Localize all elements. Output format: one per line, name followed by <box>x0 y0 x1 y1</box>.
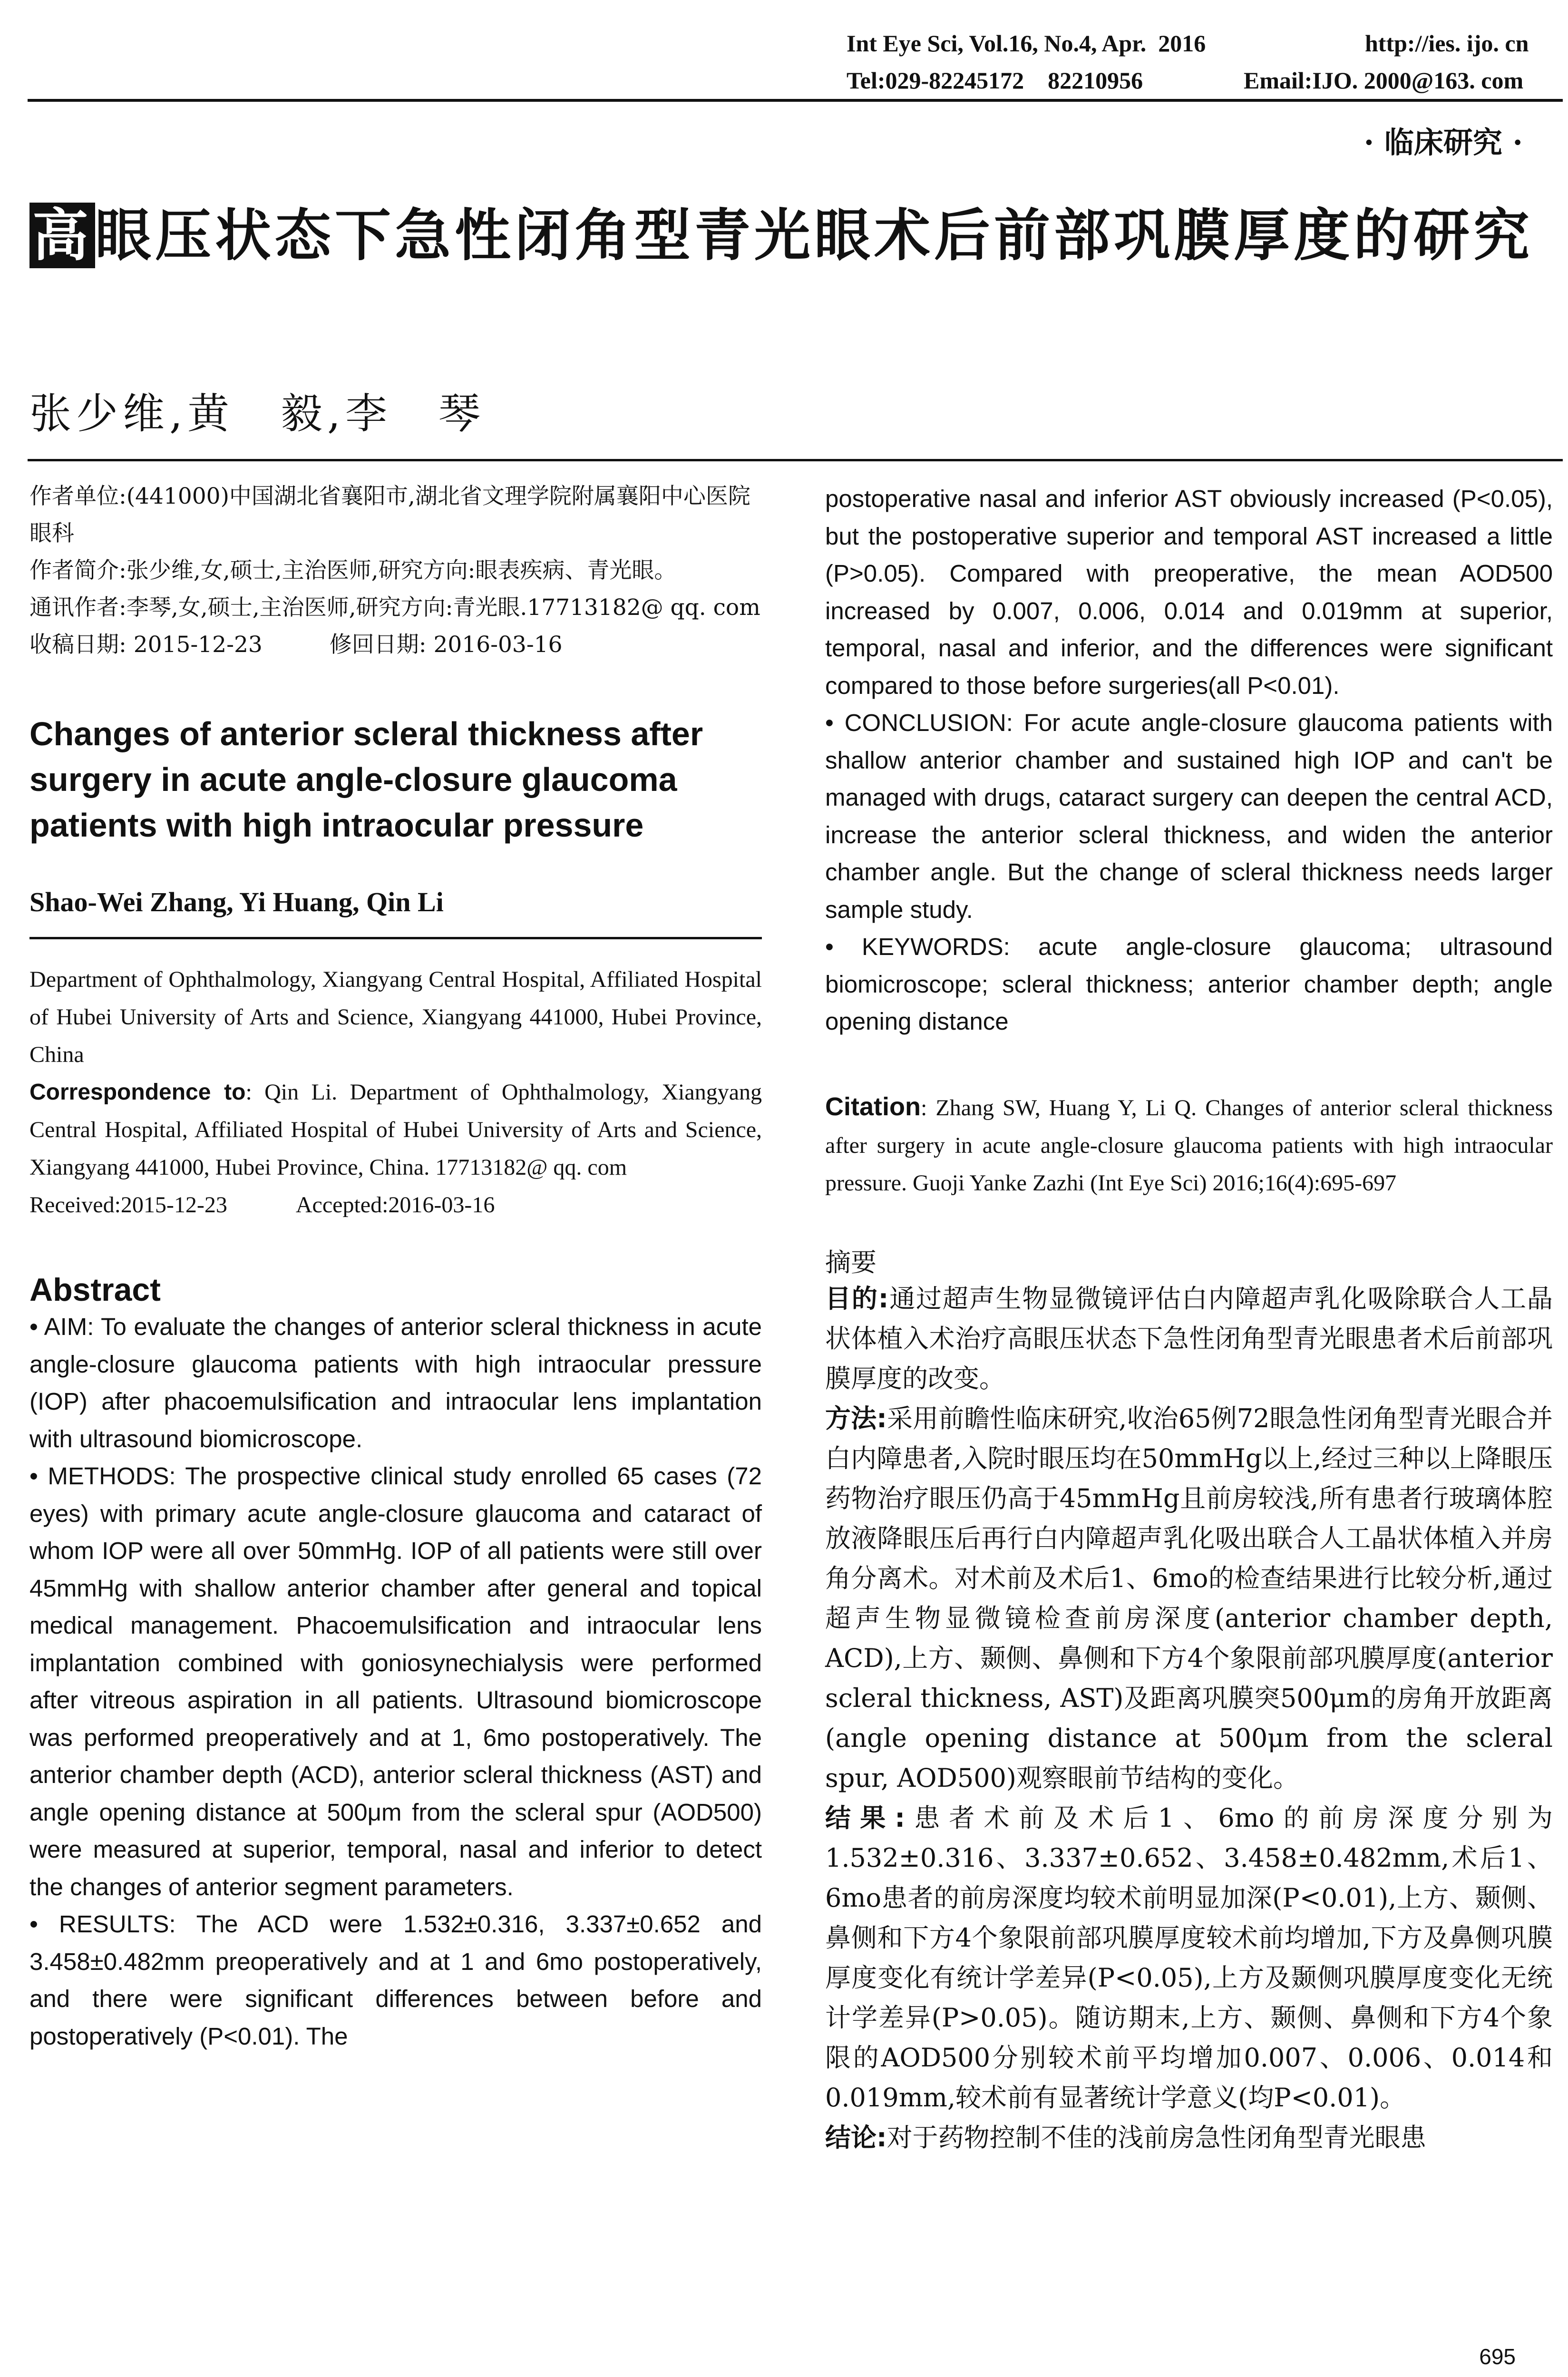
correspondence-text: : Qin Li. Department of Ophthalmology, Xiangyang Central Hospital, Affiliated Hospital of Hubei University of Arts and Science, Xiangyang 441000, Hubei Province, China. 17713182@ qq. com <box>29 1080 762 1180</box>
title-rule <box>28 459 1563 461</box>
article-title <box>29 195 1551 276</box>
abstract-keywords: • KEYWORDS: acute angle-closure glaucoma; ultrasound biomicroscope; scleral thickness; anterior chamber depth; angle opening distance <box>825 933 1553 1035</box>
aim-text-cn: 通过超声生物显微镜评估白内障超声乳化吸除联合人工晶状体植入术治疗高眼压状态下急性闭角型青光眼患者术后前部巩膜厚度的改变。 <box>825 1283 1553 1393</box>
abstract-cn-conclusion <box>825 2118 1553 2158</box>
citation-text: : Zhang SW, Huang Y, Li Q. Changes of anterior scleral thickness after surgery in acute angle-closure glaucoma patients with high intraocular pressure. Guoji Yanke Zazhi (Int Eye Sci) 2016;16(4):695-697 <box>825 1095 1553 1196</box>
left-column <box>29 478 762 2055</box>
dates-cn: 收稿日期: 2015-12-23 修回日期: 2016-03-16 <box>29 632 563 658</box>
abstract-cn-results <box>825 1798 1553 2118</box>
header-rule <box>28 99 1563 102</box>
corresponding-author-cn: 通讯作者:李琴,女,硕士,主治医师,研究方向:青光眼.17713182@ qq. com <box>29 594 760 621</box>
methods-text-cn: 采用前瞻性临床研究,收治65例72眼急性闭角型青光眼合并白内障患者,入院时眼压均在50mmHg以上,经过三种以上降眼压药物治疗眼压仍高于45mmHg且前房较浅,所有患者行玻璃体腔放液降眼压后再行白内障超声乳化吸出联合人工晶状体植入并房角分离术。对术前及术后1、6mo的检查结果进行比较分析,通过超声生物显微镜检查前房深度(anterior chamber depth, ACD),上方、颞侧、鼻侧和下方4个象限前部巩膜厚度(anterior scleral thickness, AST)及距离巩膜突500μm的房角开放距离(angle opening distance at 500μm from the scleral spur, AOD500)观察眼前节结构的变化。 <box>825 1403 1553 1793</box>
authors-cn: 张少维,黄 毅,李 琴 <box>29 389 485 438</box>
journal-info: Int Eye Sci, Vol.16, No.4, Apr. 2016 <box>847 30 1206 57</box>
conclusion-text-cn: 对于药物控制不佳的浅前房急性闭角型青光眼患 <box>886 2122 1426 2153</box>
section-tag: · 临床研究 · <box>1363 125 1523 160</box>
abstract-methods: • METHODS: The prospective clinical study enrolled 65 cases (72 eyes) with primary acute angle-closure glaucoma and cataract of whom IOP were all over 50mmHg. IOP of all patients were still over 45mmHg with shallow anterior chamber after general and topical medical management. Phacoemulsification and intraocular lens implantation combined with goniosynechialysis were performed after vitreous aspiration in all patients. Ultrasound biomicroscope was performed preoperatively and at 1, 6mo postoperatively. The anterior chamber depth (ACD), anterior scleral thickness (AST) and angle opening distance at 500μm from the scleral spur (AOD500) were measured at superior, temporal, nasal and inferior to detect the changes of anterior segment parameters. <box>29 1462 762 1900</box>
abstract-cn-methods <box>825 1399 1553 1798</box>
results-label-cn: 结果: <box>825 1802 905 1833</box>
correspondence-en <box>29 1073 762 1186</box>
author-affiliation-cn: 作者单位:(441000)中国湖北省襄阳市,湖北省文理学院附属襄阳中心医院眼科 <box>29 483 750 546</box>
right-column <box>825 480 1553 2158</box>
affiliation-en: Department of Ophthalmology, Xiangyang Central Hospital, Affiliated Hospital of Hubei University of Arts and Science, Xiangyang 441000, Hubei Province, China <box>29 967 762 1067</box>
english-authors: Shao-Wei Zhang, Yi Huang, Qin Li <box>29 887 444 917</box>
results-text-cn: 患者术前及术后1、6mo的前房深度分别为1.532±0.316、3.337±0.652、3.458±0.482mm,术后1、6mo患者的前房深度均较术前明显加深(P<0.01),上方、颞侧、鼻侧和下方4个象限前部巩膜厚度较术前均增加,下方及鼻侧巩膜厚度变化有统计学差异(P<0.05),上方及颞侧巩膜厚度变化无统计学差异(P>0.05)。随访期末,上方、颞侧、鼻侧和下方4个象限的AOD500分别较术前平均增加0.007、0.006、0.014和0.019mm,较术前有显著统计学意义(均P<0.01)。 <box>825 1802 1553 2113</box>
title-highlight-char: 高 <box>29 203 95 268</box>
author-rule <box>29 937 762 939</box>
methods-label-cn: 方法: <box>825 1403 887 1433</box>
abstract-conclusion: • CONCLUSION: For acute angle-closure glaucoma patients with shallow anterior chamber and sustained high IOP and can't be managed with drugs, cataract surgery can deepen the central ACD, increase the anterior scleral thickness, and widen the anterior chamber angle. But the change of scleral thickness needs larger sample study. <box>825 709 1553 923</box>
abstract-aim: • AIM: To evaluate the changes of anterior scleral thickness in acute angle-closure glaucoma patients with high intraocular pressure (IOP) after phacoemulsification and intraocular lens implantation with ultrasound biomicroscope. <box>29 1313 762 1452</box>
citation-label: Citation <box>825 1092 921 1121</box>
conclusion-label-cn: 结论: <box>825 2122 887 2153</box>
abstract-results-part1: • RESULTS: The ACD were 1.532±0.316, 3.337±0.652 and 3.458±0.482mm preoperatively and at 1 and 6mo postoperatively, and there were significant differences between before and postoperatively (P<0.01). The <box>29 1910 762 2050</box>
correspondence-label: Correspondence to <box>29 1080 246 1105</box>
title-text: 眼压状态下急性闭角型青光眼术后前部巩膜厚度的研究 <box>95 203 1534 268</box>
author-bio-cn: 作者简介:张少维,女,硕士,主治医师,研究方向:眼表疾病、青光眼。 <box>29 557 677 584</box>
journal-tel: Tel:029-82245172 82210956 <box>847 67 1143 94</box>
received-accepted: Received:2015-12-23 Accepted:2016-03-16 <box>29 1192 495 1218</box>
abstract-heading: Abstract <box>29 1272 161 1308</box>
english-title: Changes of anterior scleral thickness after surgery in acute angle-closure glaucoma patients with high intraocular pressure <box>29 715 703 844</box>
journal-email: Email:IJO. 2000@163. com <box>1244 67 1524 94</box>
aim-label-cn: 目的: <box>825 1283 889 1314</box>
citation <box>825 1088 1553 1202</box>
abstract-results-part2: postoperative nasal and inferior AST obviously increased (P<0.05), but the postoperative superior and temporal AST increased a little (P>0.05). Compared with preoperative, the mean AOD500 increased by 0.007, 0.006, 0.014 and 0.019mm at superior, temporal, nasal and inferior, and the differences were significant compared to those before surgeries(all P<0.01). <box>825 485 1553 699</box>
abstract-cn-heading: 摘要 <box>825 1247 877 1277</box>
abstract-cn-aim <box>825 1279 1553 1399</box>
journal-url: http://ies. ijo. cn <box>1365 30 1529 57</box>
page-number: 695 <box>1479 2344 1516 2369</box>
